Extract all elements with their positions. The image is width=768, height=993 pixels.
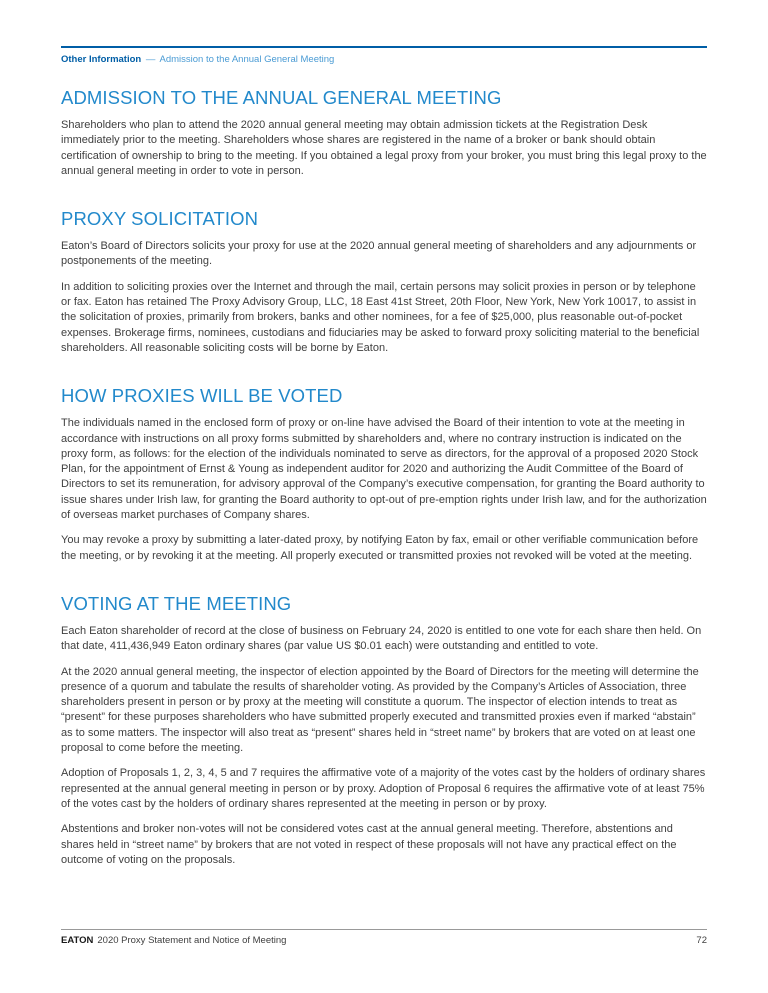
page-number: 72: [696, 935, 707, 946]
paragraph-admission-1: Shareholders who plan to attend the 2020 annual general meeting may obtain admission tickets at the Registration Desk immediately prior to the meeting. Shareholders whose shares are registered in the name of a broker or bank should obtain certification of ownership to bring to the meeting. If you obtained a legal proxy from your broker, you must bring this legal proxy to the annual general meeting in order to vote in person.: [61, 119, 707, 177]
footer-brand: EATON: [61, 935, 94, 946]
paragraph-voting-2: At the 2020 annual general meeting, the inspector of election appointed by the Board of Directors for the meeting will determine the presence of a quorum and tabulate the results of shareholder voting. As provided by the Company’s Articles of Association, three shareholders present in person or by proxy at the meeting will constitute a quorum. The inspector of election intends to treat as “present” for these purposes shareholders who have submitted properly executed and transmitted proxies even if marked “abstain” as to some matters. The inspector will also treat as “present” shares held in “street name” by brokers that are voted on at least one proposal to come before the meeting.: [61, 665, 699, 755]
breadcrumb-current-page: Admission to the Annual General Meeting: [159, 54, 335, 65]
paragraph-proxy-solicitation-1: Eaton’s Board of Directors solicits your proxy for use at the 2020 annual general meeting of shareholders and any adjournments or postponements of the meeting.: [61, 240, 697, 268]
page-footer: [61, 929, 707, 946]
paragraph-how-proxies-voted-1: The individuals named in the enclosed form of proxy or on-line have advised the Board of their intention to vote at the meeting in accordance with instructions on all proxy forms submitted by shareholders and, where no contrary instruction is indicated on the proxy form, as follows: for the election of the individuals nominated to serve as directors, for the approval of a proposed 2020 Stock Plan, for the appointment of Ernst & Young as independent auditor for 2020 and authorizing the Audit Committee of the Board of Directors to set its remuneration, for advisory approval of the Company’s executive compensation, for granting the Board authority to issue shares under Irish law, for granting the Board authority to opt-out of pre-emption rights under Irish law, and for the authorization of overseas market purchases of Company shares.: [61, 417, 707, 522]
header-rule: [61, 46, 707, 48]
breadcrumb-separator: —: [145, 54, 156, 65]
breadcrumb-section-label: Other Information: [61, 54, 142, 65]
breadcrumb: [61, 54, 707, 66]
paragraph-how-proxies-voted-2: You may revoke a proxy by submitting a later-dated proxy, by notifying Eaton by fax, email or other verifiable communication before the meeting, or by revoking it at the meeting. All properly executed or transmitted proxies not revoked will be voted at the meeting.: [61, 534, 699, 562]
section-heading-how-proxies-voted: HOW PROXIES WILL BE VOTED: [61, 385, 343, 407]
paragraph-voting-4: Abstentions and broker non-votes will not be considered votes cast at the annual general meeting. Therefore, abstentions and shares held in “street name” by brokers that are not voted in respect of these proposals will not have any practical effect on the outcome of voting on the proposals.: [61, 823, 677, 866]
footer-document-title: 2020 Proxy Statement and Notice of Meeting: [97, 935, 287, 946]
section-heading-proxy-solicitation: PROXY SOLICITATION: [61, 208, 259, 230]
paragraph-voting-1: Each Eaton shareholder of record at the close of business on February 24, 2020 is entitled to one vote for each share then held. On that date, 411,436,949 Eaton ordinary shares (par value US $0.01 each) were outstanding and entitled to vote.: [61, 624, 702, 653]
section-heading-admission: ADMISSION TO THE ANNUAL GENERAL MEETING: [61, 87, 502, 108]
footer-rule: [61, 929, 707, 930]
section-heading-voting-at-meeting: VOTING AT THE MEETING: [61, 592, 292, 614]
paragraph-proxy-solicitation-2: In addition to soliciting proxies over the Internet and through the mail, certain persons may solicit proxies in person or by telephone or fax. Eaton has retained The Proxy Advisory Group, LLC, 18 East 41st Street, 20th Floor, New York, New York 10017, to assist in the solicitation of proxies, primarily from brokers, banks and other nominees, for a fee of $25,000, plus reasonable out-of-pocket expenses. Brokerage firms, nominees, custodians and fiduciaries may be asked to forward proxy soliciting material to the beneficial shareholders. All reasonable soliciting costs will be borne by Eaton.: [61, 280, 700, 354]
paragraph-voting-3: Adoption of Proposals 1, 2, 3, 4, 5 and 7 requires the affirmative vote of a majority of the votes cast by the holders of ordinary shares represented at the annual general meeting in person or by proxy. Adoption of Proposal 6 requires the affirmative vote of at least 75% of the votes cast by the holders of ordinary shares represented at the meeting in person or by proxy.: [61, 767, 706, 810]
